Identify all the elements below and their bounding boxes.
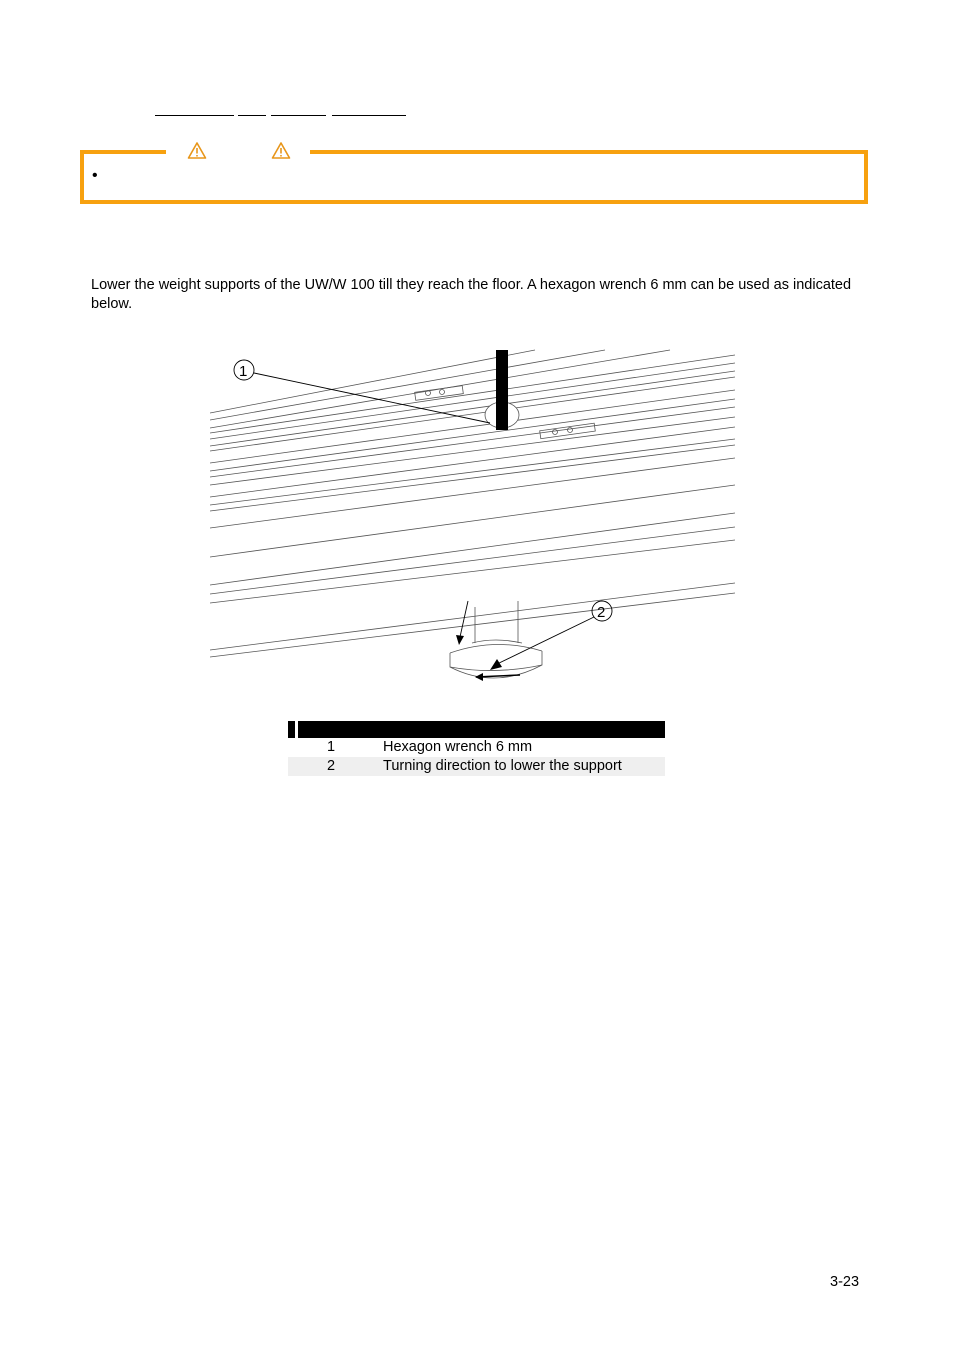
callout-2-label: 2 <box>597 604 606 621</box>
table-row <box>288 738 665 757</box>
legend-description: Turning direction to lower the support <box>383 758 622 774</box>
legend-description: Hexagon wrench 6 mm <box>383 739 533 755</box>
legend-table <box>288 721 665 776</box>
page-number: 3-23 <box>830 1274 860 1290</box>
table-row <box>288 757 665 776</box>
weight-support-drawing <box>210 345 735 690</box>
warning-bullet: • <box>92 167 98 184</box>
instruction-paragraph: Lower the weight supports of the UW/W 100 till they reach the floor. A hexagon wrench 6 mm can be used as indicated below. <box>91 277 852 312</box>
section-heading-underline <box>155 115 415 119</box>
legend-header <box>288 721 665 738</box>
legend-number: 2 <box>327 758 336 774</box>
warning-triangle-icon <box>271 141 291 161</box>
legend-number: 1 <box>327 739 336 755</box>
warning-triangle-icon <box>187 141 207 161</box>
callout-1-label: 1 <box>239 363 248 380</box>
